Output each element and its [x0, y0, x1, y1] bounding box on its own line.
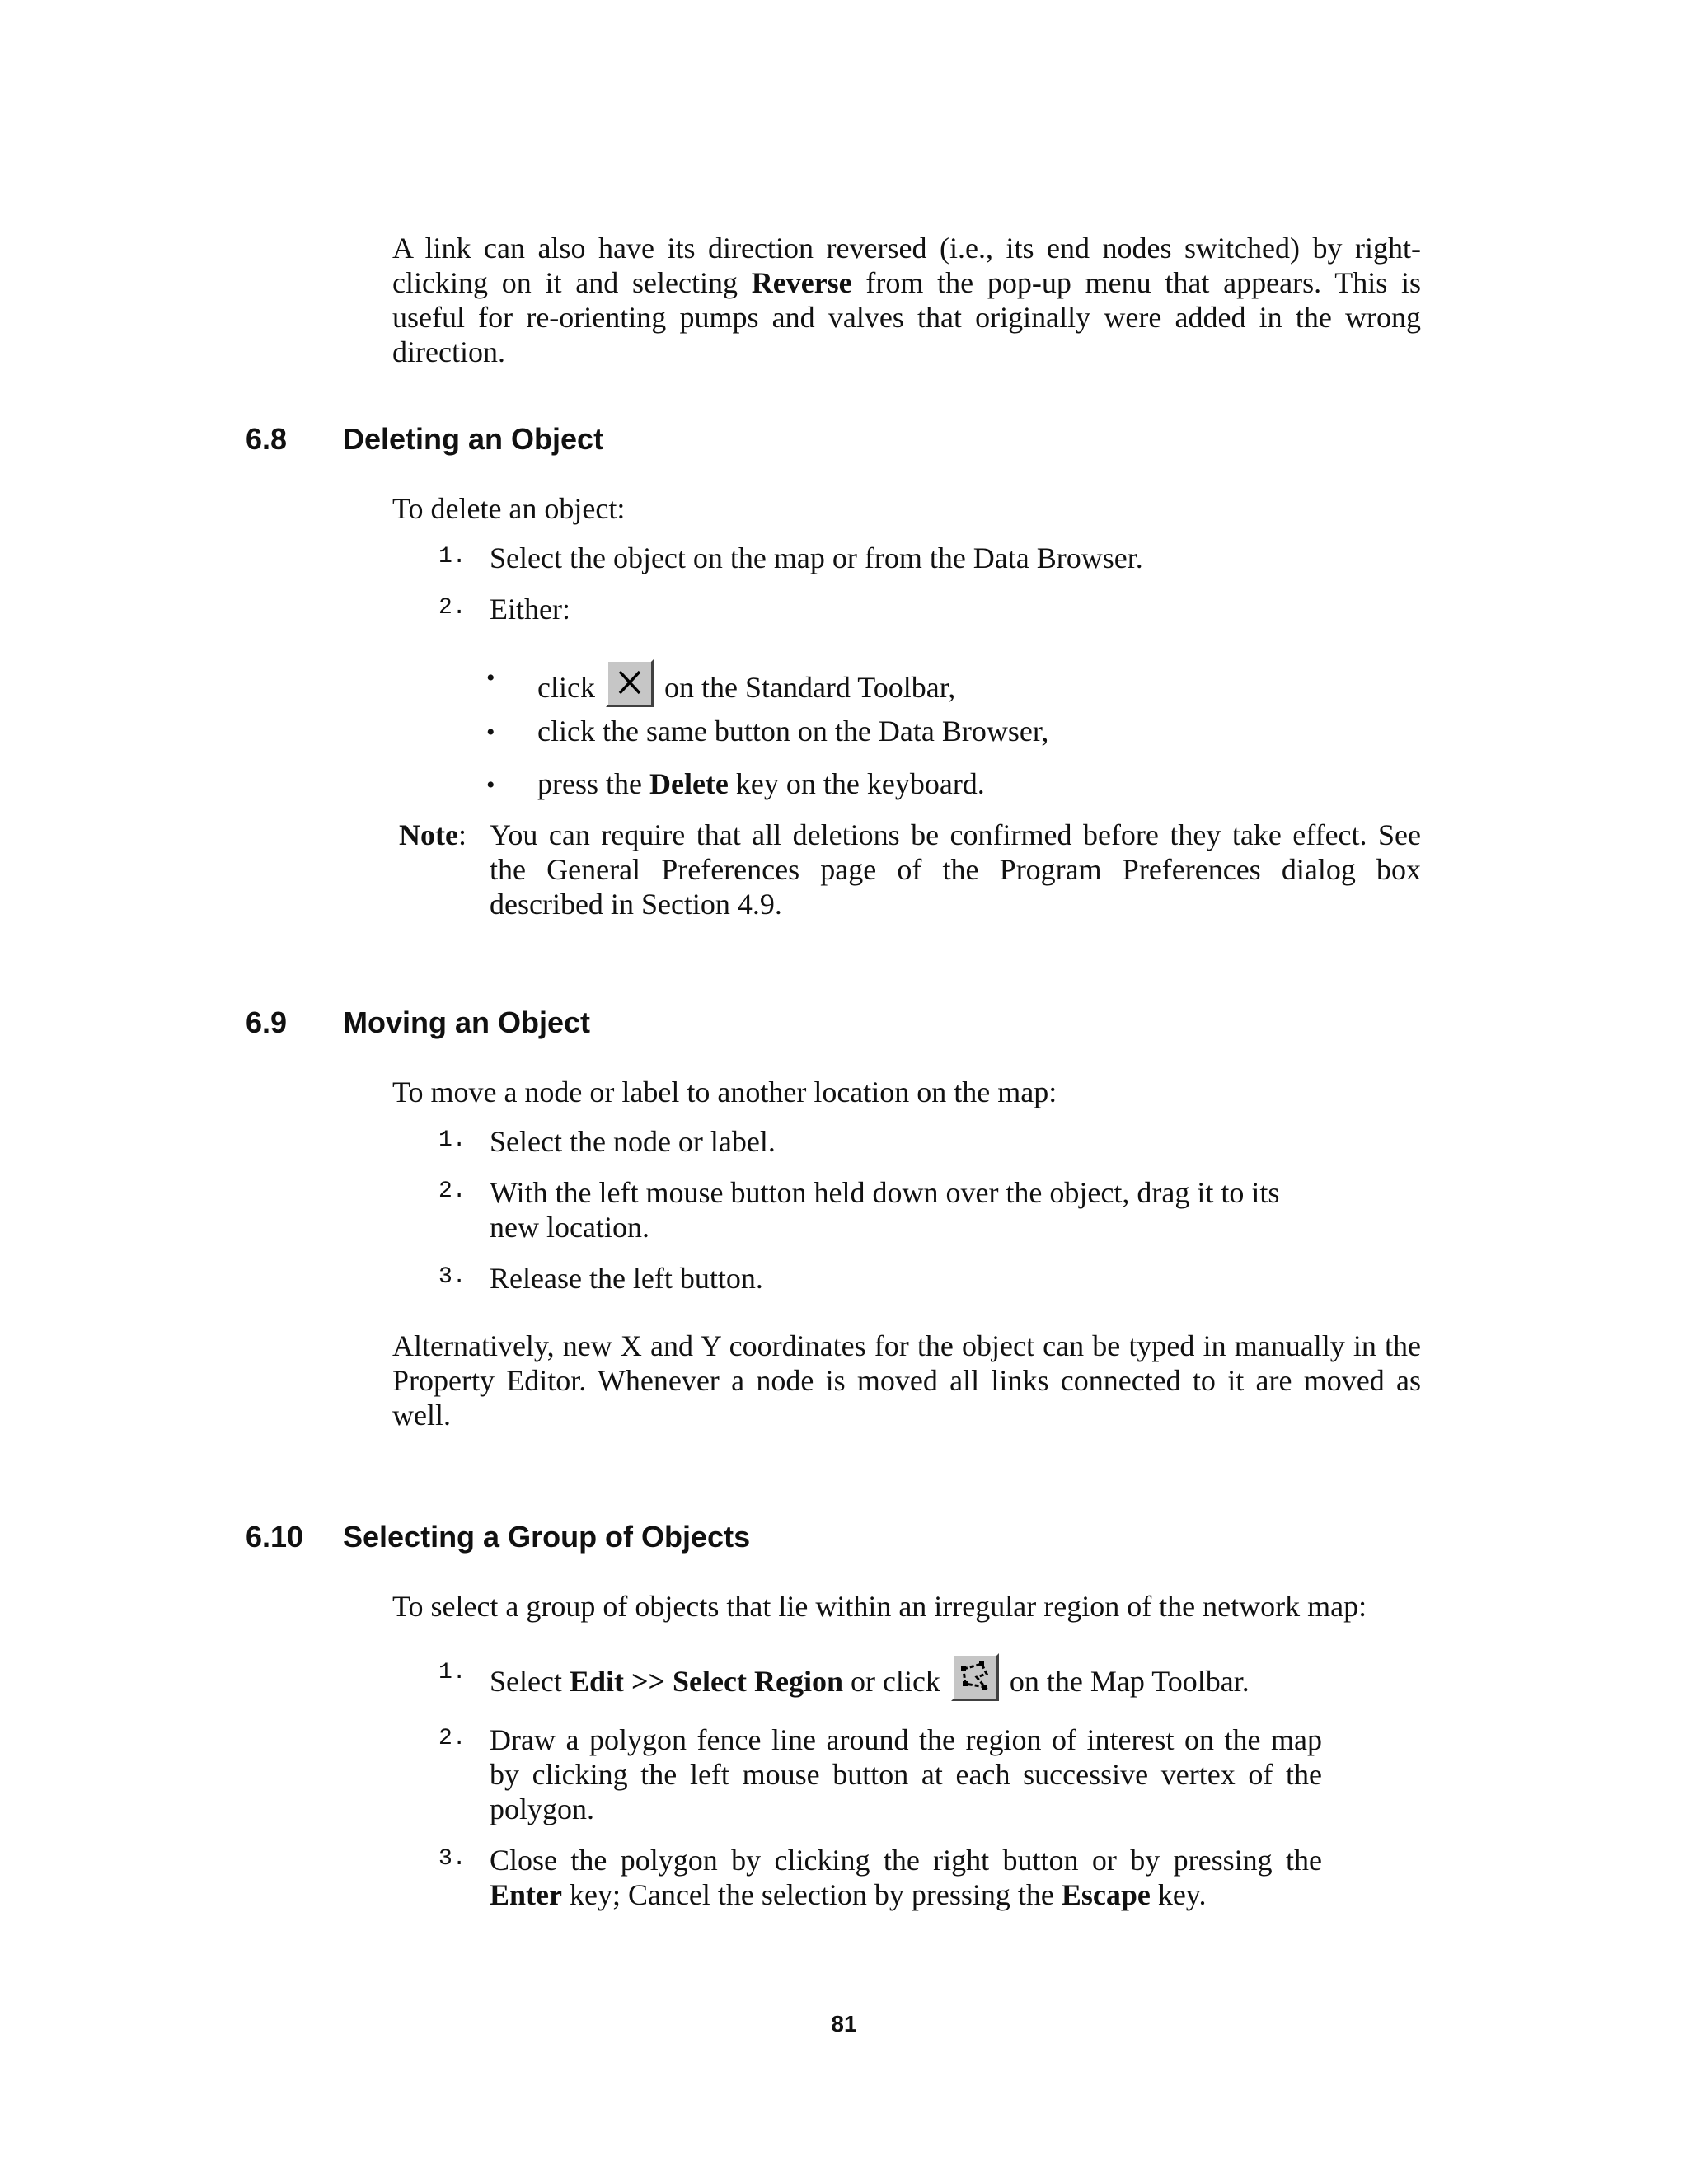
step-text: Release the left button.	[490, 1262, 763, 1295]
section-title: Deleting an Object	[343, 422, 604, 456]
note-line: You can require that all deletions be confirmed before they take effect. See	[490, 818, 1421, 851]
step-text-lead: Select	[490, 1665, 570, 1698]
bullet-item: click the same button on the Data Browser,	[537, 715, 1049, 748]
step-number: 2.	[438, 595, 467, 621]
step-number: 1.	[438, 1660, 467, 1685]
step-line: by clicking the left mouse button at each successive vertex of the	[490, 1758, 1322, 1791]
intro-line-2-tail: from the pop-up menu that appears. This is	[851, 266, 1421, 299]
section-lead: To select a group of objects that lie within an irregular region of the network map:	[392, 1590, 1367, 1623]
step-text	[490, 1722, 1322, 1826]
paragraph-line: well.	[392, 1399, 451, 1432]
step-number: 3.	[438, 1264, 467, 1290]
bullet-text: click	[537, 671, 595, 704]
section-lead: To move a node or label to another location on the map:	[392, 1076, 1057, 1108]
step-number: 3.	[438, 1846, 467, 1872]
step-text: Either:	[490, 593, 570, 626]
step-text: Select the node or label.	[490, 1125, 776, 1158]
bullet-marker: •	[486, 719, 495, 746]
section-title: Moving an Object	[343, 1005, 591, 1039]
step-number: 1.	[438, 544, 467, 569]
bullet-text-tail: key on the keyboard.	[728, 767, 985, 800]
step-line: Draw a polygon fence line around the region of interest on the map	[490, 1723, 1322, 1756]
section-number: 6.9	[246, 1005, 288, 1039]
step-number: 2.	[438, 1179, 467, 1204]
section-number: 6.10	[246, 1520, 304, 1554]
intro-line-2-text: clicking on it and selecting	[392, 266, 752, 299]
enter-key: Enter	[490, 1878, 562, 1911]
step-line	[490, 1877, 1322, 1912]
bullet-text-tail: on the Standard Toolbar,	[663, 671, 956, 704]
intro-paragraph	[392, 231, 1421, 369]
step-line-tail: key.	[1150, 1878, 1207, 1911]
note-colon: :	[457, 818, 467, 851]
bullet-item	[537, 659, 1419, 707]
step-number: 2.	[438, 1726, 467, 1751]
delete-icon[interactable]	[606, 659, 654, 707]
bullet-item	[537, 766, 1419, 801]
note-label-text: Note	[399, 818, 458, 851]
delete-key: Delete	[649, 767, 729, 800]
intro-line-2	[392, 265, 1421, 300]
step-text: Select the object on the map or from the Data Browser.	[490, 541, 1143, 574]
menu-path: Edit >> Select Region	[569, 1665, 843, 1698]
escape-key: Escape	[1061, 1878, 1151, 1911]
note-line: described in Section 4.9.	[490, 888, 782, 921]
step-line-mid: key; Cancel the selection by pressing the	[561, 1878, 1062, 1911]
step-text	[490, 1653, 1421, 1701]
section-title: Selecting a Group of Objects	[343, 1520, 751, 1554]
paragraph-line: Alternatively, new X and Y coordinates for the object can be typed in manually in the	[392, 1329, 1421, 1362]
note-label	[399, 818, 467, 852]
note-line: the General Preferences page of the Program Preferences dialog box	[490, 853, 1421, 886]
step-line: With the left mouse button held down over the object, drag it to its	[490, 1176, 1280, 1209]
step-text	[490, 1175, 1322, 1244]
section-paragraph	[392, 1329, 1421, 1432]
bullet-marker: •	[486, 664, 495, 691]
bullet-text: press the	[537, 767, 649, 800]
section-lead: To delete an object:	[392, 492, 626, 525]
reverse-command: Reverse	[751, 266, 852, 299]
step-number: 1.	[438, 1127, 467, 1153]
step-text-tail: on the Map Toolbar.	[1009, 1665, 1250, 1698]
select-region-icon[interactable]	[951, 1653, 999, 1701]
step-text-mid: or click	[842, 1665, 940, 1698]
intro-line-1: A link can also have its direction reversed (i.e., its end nodes switched) by right-	[392, 232, 1421, 265]
page-number: 81	[831, 2011, 857, 2036]
step-text	[490, 1843, 1322, 1912]
note-body	[490, 818, 1421, 921]
section-number: 6.8	[246, 422, 288, 456]
step-line: new location.	[490, 1211, 649, 1244]
step-line: Close the polygon by clicking the right button or by pressing the	[490, 1844, 1322, 1877]
step-line: polygon.	[490, 1793, 595, 1825]
paragraph-line: Property Editor. Whenever a node is moved all links connected to it are moved as	[392, 1364, 1421, 1397]
bullet-marker: •	[486, 771, 495, 799]
intro-line-3: useful for re-orienting pumps and valves that originally were added in the wrong	[392, 301, 1421, 334]
intro-line-4: direction.	[392, 335, 505, 368]
